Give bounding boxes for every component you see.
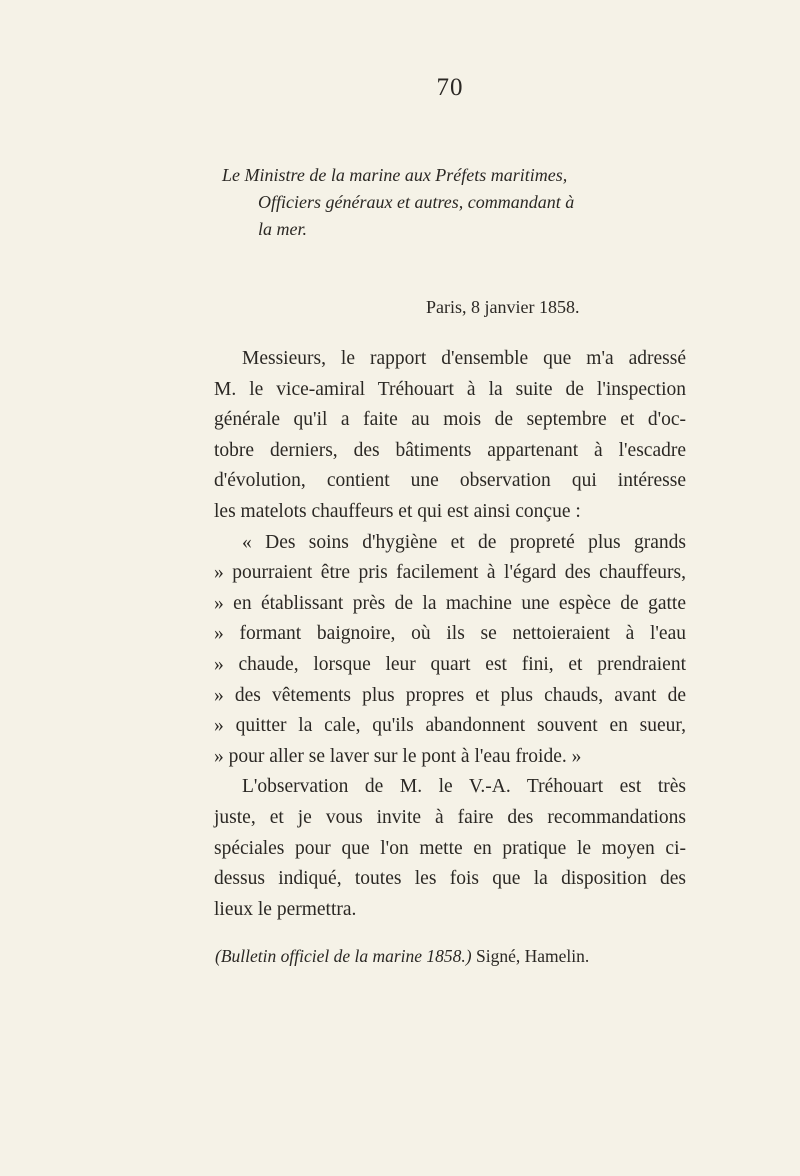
text-line: d'évolution, contient une observation qui intéresse <box>214 470 686 492</box>
letter-address <box>222 162 702 243</box>
text-line: tobre derniers, des bâtiments appartenant à l'escadre <box>214 439 686 461</box>
text-line: les matelots chauffeurs et qui est ainsi conçue : <box>214 500 581 522</box>
text-line: spéciales pour que l'on mette en pratique le moyen ci- <box>214 837 686 859</box>
quote-line: » quitter la cale, qu'ils abandonnent souvent en sueur, <box>214 715 686 737</box>
quote-line: » pour aller se laver sur le pont à l'eau froide. » <box>214 745 582 767</box>
text-line: dessus indiqué, toutes les fois que la disposition des <box>214 868 686 890</box>
text-line: juste, et je vous invite à faire des recommandations <box>214 806 686 828</box>
address-line: Officiers généraux et autres, commandant à <box>258 192 575 212</box>
citation-signature: Signé, Hamelin. <box>476 946 590 966</box>
text-line: M. le vice-amiral Tréhouart à la suite de l'inspection <box>214 378 686 400</box>
quote-line: « Des soins d'hygiène et de propreté plus grands <box>242 531 686 553</box>
citation <box>215 946 589 967</box>
page-number: 70 <box>436 74 464 101</box>
quote-line: » formant baignoire, où ils se nettoieraient à l'eau <box>214 623 686 645</box>
quote-line: » pourraient être pris facilement à l'égard des chauffeurs, <box>214 562 686 584</box>
address-line: Le Ministre de la marine aux Préfets maritimes, <box>222 165 568 185</box>
text-line: L'observation de M. le V.-A. Tréhouart est très <box>242 776 686 798</box>
quote-line: » des vêtements plus propres et plus chauds, avant de <box>214 684 686 706</box>
text-line: générale qu'il a faite au mois de septembre et d'oc- <box>214 409 686 431</box>
letter-body <box>214 344 686 925</box>
citation-source: (Bulletin officiel de la marine 1858.) <box>215 946 472 966</box>
text-line: Messieurs, le rapport d'ensemble que m'a adressé <box>242 348 686 369</box>
address-line: la mer. <box>258 219 307 239</box>
dateline: Paris, 8 janvier 1858. <box>426 297 580 317</box>
text-line: lieux le permettra. <box>214 898 357 920</box>
quote-line: » en établissant près de la machine une espèce de gatte <box>214 592 686 614</box>
quote-line: » chaude, lorsque leur quart est fini, et prendraient <box>214 653 686 675</box>
